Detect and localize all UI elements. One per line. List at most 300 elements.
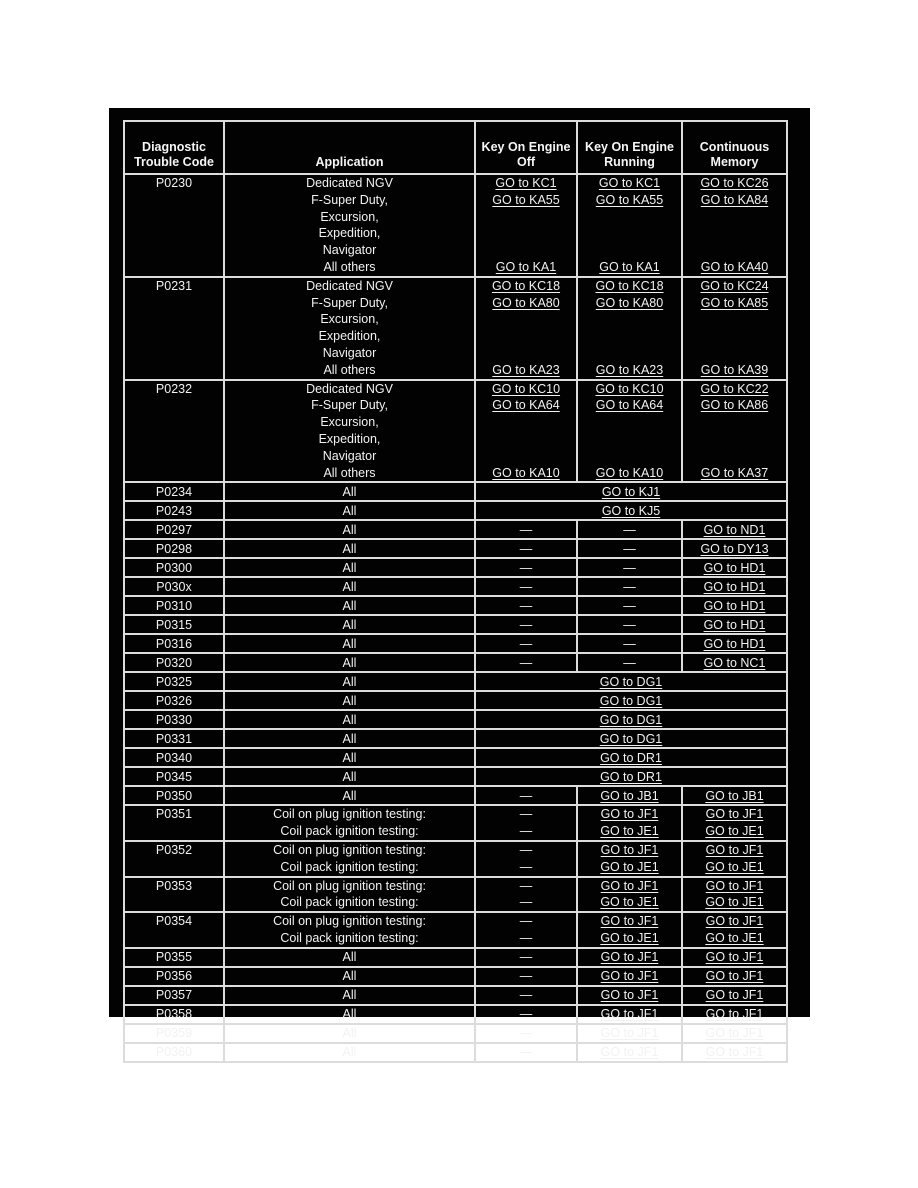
koeo-cell [475, 615, 577, 634]
cm-cell [682, 948, 787, 967]
cm-cell [682, 277, 787, 380]
cell-text: Expedition, [318, 431, 381, 446]
table-row-P0232 [124, 380, 787, 483]
cell-text [524, 312, 527, 326]
cell-line [683, 175, 786, 192]
cell-line [476, 448, 576, 465]
cell-text: Coil on plug ignition testing: [273, 914, 426, 929]
column-header-application: Application [224, 121, 475, 174]
cell-line [578, 842, 681, 859]
cm-cell [682, 558, 787, 577]
cm-cell [682, 1005, 787, 1024]
dtc-table [123, 120, 788, 1063]
application-cell [224, 729, 475, 748]
application-cell [224, 615, 475, 634]
go-link[interactable]: GO to KA23 [595, 362, 664, 377]
cell-line [578, 930, 681, 947]
spanned-routine-cell [475, 501, 787, 520]
dash-placeholder: — [519, 598, 533, 613]
cell-text [524, 449, 527, 463]
go-link[interactable]: GO to KA37 [700, 465, 769, 480]
application-cell [224, 805, 475, 841]
cell-line [476, 894, 576, 911]
cell-line [578, 311, 681, 328]
cell-text: P0358 [155, 1007, 193, 1022]
cell-text: P0340 [155, 750, 193, 765]
cell-line [683, 345, 786, 362]
go-link[interactable]: GO to KC1 [495, 176, 557, 190]
koeo-cell [475, 912, 577, 948]
table-row-P030x [124, 577, 787, 596]
go-link[interactable]: GO to JE1 [600, 824, 659, 839]
dtc-code-cell [124, 710, 224, 729]
dash-placeholder: — [519, 788, 533, 803]
cell-line [578, 225, 681, 242]
dtc-code-cell [124, 948, 224, 967]
go-link[interactable]: GO to DG1 [599, 674, 663, 689]
cell-line [578, 295, 681, 312]
cell-line [225, 913, 474, 930]
koer-cell [577, 380, 682, 483]
go-link[interactable]: GO to DR1 [600, 769, 662, 784]
dash-placeholder: — [623, 655, 636, 670]
application-cell [224, 174, 475, 277]
table-header [124, 121, 787, 174]
go-link[interactable]: GO to JF1 [600, 1026, 659, 1041]
table-row-P0310 [124, 596, 787, 615]
go-link[interactable]: GO to JE1 [705, 895, 764, 910]
table-row-P0331 [124, 729, 787, 748]
cell-text: P0234 [155, 484, 193, 499]
cell-line [683, 894, 786, 911]
go-link[interactable]: GO to KJ5 [601, 503, 661, 518]
cell-line [578, 894, 681, 911]
go-link[interactable]: GO to JE1 [705, 824, 764, 839]
cell-line [578, 242, 681, 259]
go-link[interactable]: GO to KA85 [700, 295, 769, 310]
dtc-code-cell [124, 841, 224, 877]
dash-placeholder: — [519, 914, 533, 929]
go-link[interactable]: GO to JF1 [705, 969, 764, 984]
cell-text: Coil on plug ignition testing: [273, 807, 426, 822]
go-link[interactable]: GO to DR1 [600, 750, 662, 765]
go-link[interactable]: GO to HD1 [703, 617, 766, 632]
go-link[interactable]: GO to KA84 [700, 192, 769, 207]
go-link[interactable]: GO to KA55 [595, 192, 664, 207]
koer-cell [577, 1043, 682, 1062]
cell-text: Excursion, [320, 415, 379, 430]
cell-text: P0360 [155, 1045, 193, 1060]
dash-placeholder: — [519, 655, 533, 670]
cell-line [578, 345, 681, 362]
dash-placeholder: — [519, 969, 533, 984]
go-link[interactable]: GO to JF1 [705, 878, 764, 893]
cell-line [476, 175, 576, 192]
koeo-cell [475, 558, 577, 577]
dtc-code-cell [124, 174, 224, 277]
go-link[interactable]: GO to JF1 [600, 969, 659, 984]
go-link[interactable]: GO to JE1 [600, 930, 659, 945]
dtc-code-cell [124, 380, 224, 483]
cell-text [628, 449, 631, 463]
cell-line [476, 328, 576, 345]
table-row-P0231 [124, 277, 787, 380]
dtc-code-cell [124, 877, 224, 913]
cell-text: Coil on plug ignition testing: [273, 842, 426, 857]
table-row-P0297 [124, 520, 787, 539]
cell-text: Dedicated NGV [306, 278, 393, 293]
column-header-cm: Continuous Memory [682, 121, 787, 174]
cm-cell [682, 653, 787, 672]
cell-line [125, 381, 223, 398]
go-link[interactable]: GO to KA1 [495, 259, 557, 274]
dash-placeholder: — [519, 560, 533, 575]
go-link[interactable]: GO to JB1 [705, 788, 764, 803]
cell-line [476, 242, 576, 259]
cm-cell [682, 520, 787, 539]
go-link[interactable]: GO to KC18 [595, 278, 664, 293]
cell-text [628, 243, 631, 257]
dash-placeholder: — [623, 560, 636, 575]
cell-text: Coil pack ignition testing: [280, 859, 419, 874]
koer-cell [577, 558, 682, 577]
table-row-P0345 [124, 767, 787, 786]
dash-placeholder: — [519, 1007, 533, 1022]
cell-text: All [342, 617, 357, 632]
cell-line [225, 328, 474, 345]
dash-placeholder: — [519, 842, 533, 857]
cm-cell [682, 986, 787, 1005]
spanned-routine-cell [475, 482, 787, 501]
dtc-code-cell [124, 1005, 224, 1024]
application-cell [224, 1005, 475, 1024]
table-row-P0298 [124, 539, 787, 558]
koeo-cell [475, 948, 577, 967]
cell-line [125, 806, 223, 823]
cell-text: All [342, 522, 357, 537]
go-link[interactable]: GO to DG1 [599, 731, 663, 746]
go-link[interactable]: GO to KC26 [700, 176, 769, 190]
dash-placeholder: — [519, 636, 533, 651]
cell-text: P0352 [155, 842, 193, 857]
cell-text: P0310 [155, 598, 193, 613]
cell-text [628, 226, 631, 240]
cell-line [683, 842, 786, 859]
cell-text: All [342, 484, 357, 499]
header-row [124, 121, 787, 174]
table-row-P0300 [124, 558, 787, 577]
koer-cell [577, 948, 682, 967]
cell-text: All [342, 598, 357, 613]
cell-line [578, 859, 681, 876]
go-link[interactable]: GO to KA86 [700, 398, 769, 413]
go-link[interactable]: GO to KA10 [595, 465, 664, 480]
cell-line [225, 859, 474, 876]
koeo-cell [475, 653, 577, 672]
cell-text: P0298 [155, 541, 193, 556]
koeo-cell [475, 277, 577, 380]
go-link[interactable]: GO to JF1 [705, 950, 764, 965]
go-link[interactable]: GO to JF1 [705, 1045, 764, 1060]
cell-line [683, 913, 786, 930]
koeo-cell [475, 634, 577, 653]
koer-cell [577, 277, 682, 380]
go-link[interactable]: GO to JF1 [600, 950, 659, 965]
koer-cell [577, 912, 682, 948]
cell-line [225, 397, 474, 414]
go-link[interactable]: GO to JF1 [705, 1026, 764, 1041]
go-link[interactable]: GO to KC22 [700, 381, 769, 396]
cell-text: P0354 [155, 914, 193, 929]
cell-line [476, 823, 576, 840]
go-link[interactable]: GO to KA80 [595, 295, 664, 310]
cell-text [733, 346, 736, 360]
application-cell [224, 277, 475, 380]
cell-line [578, 397, 681, 414]
go-link[interactable]: GO to KJ1 [601, 484, 661, 499]
go-link[interactable]: GO to KA39 [700, 362, 769, 377]
cell-text: Expedition, [318, 329, 381, 344]
go-link[interactable]: GO to KA80 [492, 295, 560, 310]
dtc-code-cell [124, 805, 224, 841]
spanned-routine-cell [475, 767, 787, 786]
go-link[interactable]: GO to JF1 [705, 988, 764, 1003]
cell-line [683, 311, 786, 328]
cell-line [125, 278, 223, 295]
table-row-P0355 [124, 948, 787, 967]
go-link[interactable]: GO to JF1 [600, 914, 659, 929]
cell-line [225, 448, 474, 465]
cell-text: All [342, 636, 357, 651]
go-link[interactable]: GO to JF1 [600, 807, 659, 822]
dtc-code-cell [124, 520, 224, 539]
go-link[interactable]: GO to KC10 [491, 381, 561, 396]
go-link[interactable]: GO to JE1 [600, 895, 659, 910]
koer-cell [577, 174, 682, 277]
go-link[interactable]: GO to HD1 [703, 598, 766, 613]
cell-line [578, 823, 681, 840]
cell-line [225, 311, 474, 328]
koeo-cell [475, 967, 577, 986]
application-cell [224, 672, 475, 691]
table-row-P0360 [124, 1043, 787, 1062]
cell-text: P0345 [155, 769, 193, 784]
dash-placeholder: — [519, 807, 533, 822]
cell-text: P0230 [155, 176, 193, 190]
cell-line [225, 259, 474, 276]
go-link[interactable]: GO to DG1 [599, 693, 663, 708]
cell-line [476, 913, 576, 930]
go-link[interactable]: GO to KA10 [492, 465, 560, 480]
koer-cell [577, 1024, 682, 1043]
cell-text: P0300 [155, 560, 193, 575]
go-link[interactable]: GO to KA64 [492, 398, 560, 413]
cell-text: All [342, 1007, 357, 1022]
cell-text: P0331 [155, 731, 193, 746]
cell-line [578, 209, 681, 226]
go-link[interactable]: GO to JF1 [705, 1007, 764, 1022]
cell-text [524, 210, 527, 224]
dtc-code-cell [124, 615, 224, 634]
koeo-cell [475, 805, 577, 841]
koeo-cell [475, 841, 577, 877]
cell-text: P0320 [155, 655, 193, 670]
go-link[interactable]: GO to KA40 [700, 259, 769, 274]
go-link[interactable]: GO to JF1 [705, 807, 764, 822]
cell-line [683, 414, 786, 431]
go-link[interactable]: GO to KC18 [491, 278, 561, 293]
cell-line [683, 448, 786, 465]
cm-cell [682, 786, 787, 805]
go-link[interactable]: GO to HD1 [703, 560, 766, 575]
application-cell [224, 877, 475, 913]
dtc-code-cell [124, 986, 224, 1005]
dash-placeholder: — [623, 636, 636, 651]
cell-text: Dedicated NGV [306, 381, 393, 396]
go-link[interactable]: GO to JB1 [600, 788, 659, 803]
go-link[interactable]: GO to JF1 [600, 988, 659, 1003]
cell-line [225, 295, 474, 312]
cell-line [578, 192, 681, 209]
table-row-P0234 [124, 482, 787, 501]
go-link[interactable]: GO to HD1 [703, 579, 766, 594]
cell-line [683, 209, 786, 226]
cell-line [225, 242, 474, 259]
dtc-code-cell [124, 501, 224, 520]
dash-placeholder: — [623, 541, 636, 556]
dash-placeholder: — [519, 895, 533, 910]
application-cell [224, 691, 475, 710]
cell-text: F-Super Duty, [311, 295, 388, 310]
cell-line [476, 192, 576, 209]
go-link[interactable]: GO to JF1 [600, 878, 659, 893]
dtc-code-cell [124, 672, 224, 691]
koer-cell [577, 596, 682, 615]
go-link[interactable]: GO to JE1 [705, 859, 764, 874]
go-link[interactable]: GO to KC1 [598, 176, 661, 190]
cell-text: P030x [156, 579, 192, 594]
dtc-code-cell [124, 1043, 224, 1062]
cell-line [683, 823, 786, 840]
dash-placeholder: — [623, 617, 636, 632]
go-link[interactable]: GO to KA64 [595, 398, 664, 413]
cell-line [476, 806, 576, 823]
table-row-P0359 [124, 1024, 787, 1043]
cell-text [628, 312, 631, 326]
table-row-P0357 [124, 986, 787, 1005]
cell-text: All [342, 731, 357, 746]
cell-line [476, 278, 576, 295]
cell-text: F-Super Duty, [311, 192, 388, 207]
go-link[interactable]: GO to JE1 [600, 859, 659, 874]
cell-line [683, 806, 786, 823]
go-link[interactable]: GO to DY13 [700, 541, 769, 556]
cell-line [225, 362, 474, 379]
go-link[interactable]: GO to NC1 [703, 655, 766, 670]
cell-line [225, 465, 474, 482]
cell-text: P0351 [155, 807, 193, 822]
go-link[interactable]: GO to KA23 [492, 362, 560, 377]
cell-text: All [342, 950, 357, 965]
go-link[interactable]: GO to DG1 [599, 712, 663, 727]
cell-line [578, 175, 681, 192]
go-link[interactable]: GO to ND1 [703, 522, 766, 537]
cell-line [578, 328, 681, 345]
cell-text: P0353 [155, 878, 193, 893]
table-row-P0354 [124, 912, 787, 948]
cell-text: All [342, 788, 357, 803]
dash-placeholder: — [519, 1045, 533, 1060]
go-link[interactable]: GO to JF1 [600, 1045, 659, 1060]
cell-line [225, 381, 474, 398]
cell-text: P0232 [155, 381, 193, 396]
go-link[interactable]: GO to KC10 [595, 381, 664, 396]
application-cell [224, 748, 475, 767]
cell-text [733, 415, 736, 429]
go-link[interactable]: GO to JF1 [705, 842, 764, 857]
dash-placeholder: — [519, 617, 533, 632]
dtc-code-cell [124, 558, 224, 577]
dash-placeholder: — [519, 930, 533, 945]
cell-text: All [342, 579, 357, 594]
table-row-P0330 [124, 710, 787, 729]
application-cell [224, 501, 475, 520]
cm-cell [682, 877, 787, 913]
spanned-routine-cell [475, 748, 787, 767]
cm-cell [682, 912, 787, 948]
cm-cell [682, 615, 787, 634]
dash-placeholder: — [519, 541, 533, 556]
go-link[interactable]: GO to JF1 [600, 1007, 659, 1022]
cell-text [733, 226, 736, 240]
table-body [124, 174, 787, 1062]
cell-text: Dedicated NGV [306, 176, 393, 190]
cell-text: P0243 [155, 503, 193, 518]
koer-cell [577, 967, 682, 986]
go-link[interactable]: GO to KC24 [700, 278, 769, 293]
go-link[interactable]: GO to KA1 [599, 259, 660, 274]
cell-line [476, 259, 576, 276]
application-cell [224, 539, 475, 558]
cell-text: P0355 [155, 950, 193, 965]
dash-placeholder: — [519, 522, 533, 537]
table-row-P0325 [124, 672, 787, 691]
dash-placeholder: — [519, 824, 533, 839]
cell-line [578, 431, 681, 448]
cell-line [683, 930, 786, 947]
application-cell [224, 1024, 475, 1043]
koeo-cell [475, 786, 577, 805]
cell-line [578, 259, 681, 276]
go-link[interactable]: GO to KA55 [492, 192, 560, 207]
go-link[interactable]: GO to JF1 [600, 842, 659, 857]
cell-text: All [342, 988, 357, 1003]
go-link[interactable]: GO to JF1 [705, 914, 764, 929]
cell-text: All others [323, 465, 376, 480]
cell-line [225, 806, 474, 823]
cell-line [225, 345, 474, 362]
koeo-cell [475, 380, 577, 483]
dtc-code-cell [124, 577, 224, 596]
go-link[interactable]: GO to HD1 [703, 636, 766, 651]
table-row-P0358 [124, 1005, 787, 1024]
cell-line [476, 878, 576, 895]
go-link[interactable]: GO to JE1 [705, 930, 764, 945]
dtc-code-cell [124, 539, 224, 558]
koer-cell [577, 986, 682, 1005]
cell-line [578, 381, 681, 398]
cell-line [225, 278, 474, 295]
